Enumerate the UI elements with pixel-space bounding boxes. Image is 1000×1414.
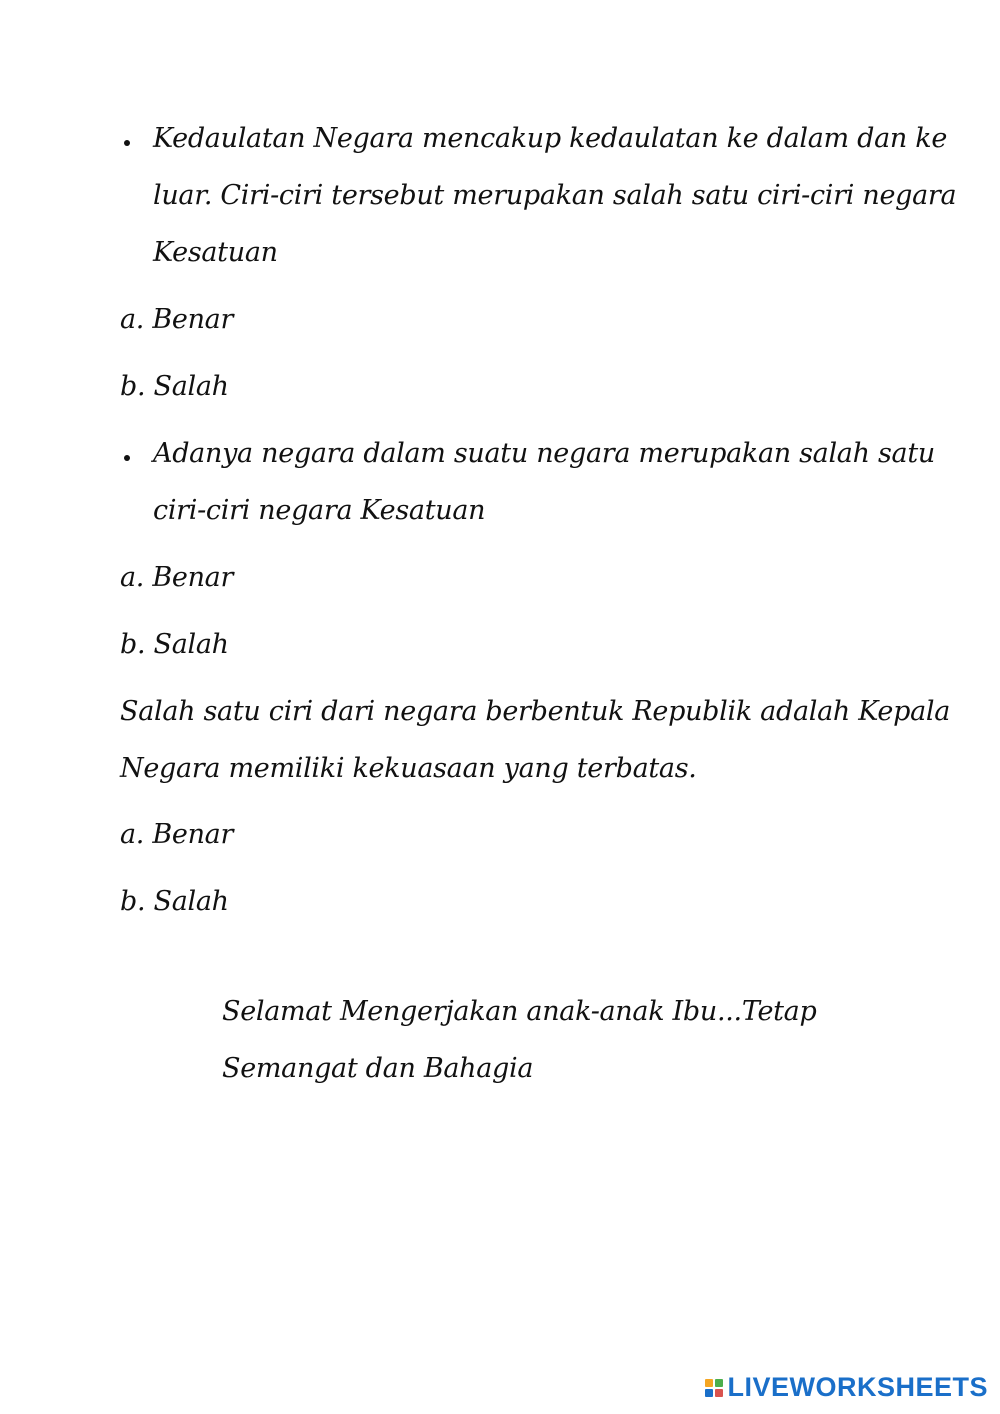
question-2-line-2: ciri-ciri negara Kesatuan: [153, 495, 486, 526]
closing-line-1: Selamat Mengerjakan anak-anak Ibu...Tetap: [222, 996, 817, 1027]
question-2-line-1: Adanya negara dalam suatu negara merupakan salah satu: [153, 438, 935, 469]
question-2-option-b[interactable]: b. Salah: [120, 629, 229, 660]
question-1-line-1: Kedaulatan Negara mencakup kedaulatan ke dalam dan ke: [153, 123, 947, 154]
brand-name: LIVEWORKSHEETS: [727, 1372, 988, 1402]
bullet-icon: [124, 140, 130, 146]
question-1-line-3: Kesatuan: [153, 237, 278, 268]
closing-line-2: Semangat dan Bahagia: [222, 1053, 534, 1084]
bullet-icon: [124, 455, 130, 461]
question-1-option-a[interactable]: a. Benar: [120, 304, 234, 335]
question-3-line-2: Negara memiliki kekuasaan yang terbatas.: [120, 753, 697, 784]
question-2-option-a[interactable]: a. Benar: [120, 562, 234, 593]
question-3-line-1: Salah satu ciri dari negara berbentuk Republik adalah Kepala: [120, 696, 950, 727]
question-1-line-2: luar. Ciri-ciri tersebut merupakan salah satu ciri-ciri negara: [153, 180, 957, 211]
question-1-option-b[interactable]: b. Salah: [120, 371, 229, 402]
liveworksheets-brand: [705, 1372, 988, 1403]
question-3-option-b[interactable]: b. Salah: [120, 886, 229, 917]
question-3-option-a[interactable]: a. Benar: [120, 819, 234, 850]
liveworksheets-logo-icon: [705, 1379, 723, 1397]
